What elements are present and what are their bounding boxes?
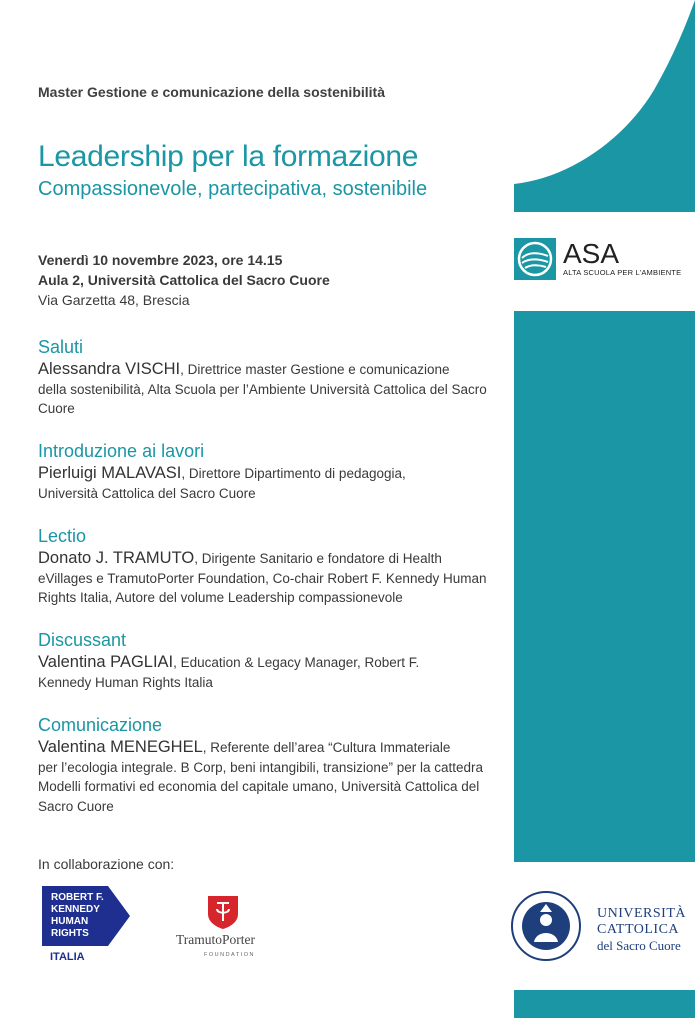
speaker-role-cont: per l’ecologia integrale. B Corp, beni intangibili, transizione” per la cattedra Modelli formativi ed economia del capitale umano, Università Cattolica del Sacro Cuore xyxy=(38,759,483,814)
section-heading: Comunicazione xyxy=(38,715,163,735)
speaker-name: Valentina MENEGHEL xyxy=(38,738,203,756)
section-lectio xyxy=(38,526,498,608)
university-name-line3: del Sacro Cuore xyxy=(597,938,681,953)
asa-fullname: ALTA SCUOLA PER L’AMBIENTE xyxy=(563,268,682,277)
event-date-time: Venerdì 10 novembre 2023, ore 14.15 xyxy=(38,252,283,268)
section-heading: Introduzione ai lavori xyxy=(38,441,205,461)
section-body xyxy=(38,549,498,608)
page-title: Leadership per la formazione xyxy=(38,140,419,173)
speaker-role-cont: Kennedy Human Rights Italia xyxy=(38,674,213,690)
section-body xyxy=(38,653,498,692)
teal-bottom-band xyxy=(514,990,695,1018)
asa-acronym: ASA xyxy=(563,238,620,269)
speaker-role-cont: Università Cattolica del Sacro Cuore xyxy=(38,485,256,501)
section-heading: Discussant xyxy=(38,630,127,650)
tramutoporter-name: TramutoPorter xyxy=(176,932,256,947)
page-subtitle: Compassionevole, partecipativa, sostenibile xyxy=(38,178,428,200)
rfk-country-label: ITALIA xyxy=(50,951,85,963)
tramutoporter-shield-icon xyxy=(206,894,240,930)
speaker-name: Valentina PAGLIAI xyxy=(38,653,174,671)
speaker-role: , Education & Legacy Manager, Robert F. xyxy=(173,655,420,670)
speaker-role: , Direttrice master Gestione e comunicazione xyxy=(180,362,450,377)
asa-logo-icon xyxy=(514,238,556,280)
collaboration-label: In collaborazione con: xyxy=(38,856,175,872)
university-name-line2: CATTOLICA xyxy=(597,922,680,937)
section-saluti xyxy=(38,337,498,419)
speaker-role: , Direttore Dipartimento di pedagogia, xyxy=(181,466,406,481)
section-body xyxy=(38,738,498,816)
section-discussant xyxy=(38,630,498,692)
speaker-name: Alessandra VISCHI xyxy=(38,360,181,378)
section-body xyxy=(38,464,498,503)
rfk-logo-text: ROBERT F. KENNEDY HUMAN RIGHTS xyxy=(51,892,104,939)
speaker-role: , Dirigente Sanitario e fondatore di Health xyxy=(194,551,442,566)
section-introduzione xyxy=(38,441,498,503)
speaker-role-cont: della sostenibilità, Alta Scuola per l’Ambiente Università Cattolica del Sacro Cuore xyxy=(38,381,487,416)
speaker-name: Pierluigi MALAVASI xyxy=(38,464,182,482)
speaker-role: , Referente dell’area “Cultura Immateriale xyxy=(202,740,451,755)
event-address: Via Garzetta 48, Brescia xyxy=(38,292,190,308)
speaker-role-cont: eVillages e TramutoPorter Foundation, Co-chair Robert F. Kennedy Human Rights Italia, Autore del volume Leadership compassionevole xyxy=(38,570,487,605)
event-room: Aula 2, Università Cattolica del Sacro Cuore xyxy=(38,272,330,288)
teal-curve-shape xyxy=(514,0,695,212)
section-heading: Saluti xyxy=(38,337,84,357)
teal-side-band xyxy=(514,311,695,862)
tramutoporter-foundation: FOUNDATION xyxy=(204,952,255,958)
section-comunicazione xyxy=(38,715,498,816)
university-seal-icon xyxy=(510,890,582,962)
event-info xyxy=(38,250,330,310)
university-name-line1: UNIVERSITÀ xyxy=(597,906,686,921)
speaker-name: Donato J. TRAMUTO xyxy=(38,549,195,567)
section-heading: Lectio xyxy=(38,526,87,546)
section-body xyxy=(38,360,498,419)
program-name: Master Gestione e comunicazione della sostenibilità xyxy=(38,84,385,100)
rfk-human-rights-logo xyxy=(42,886,130,946)
